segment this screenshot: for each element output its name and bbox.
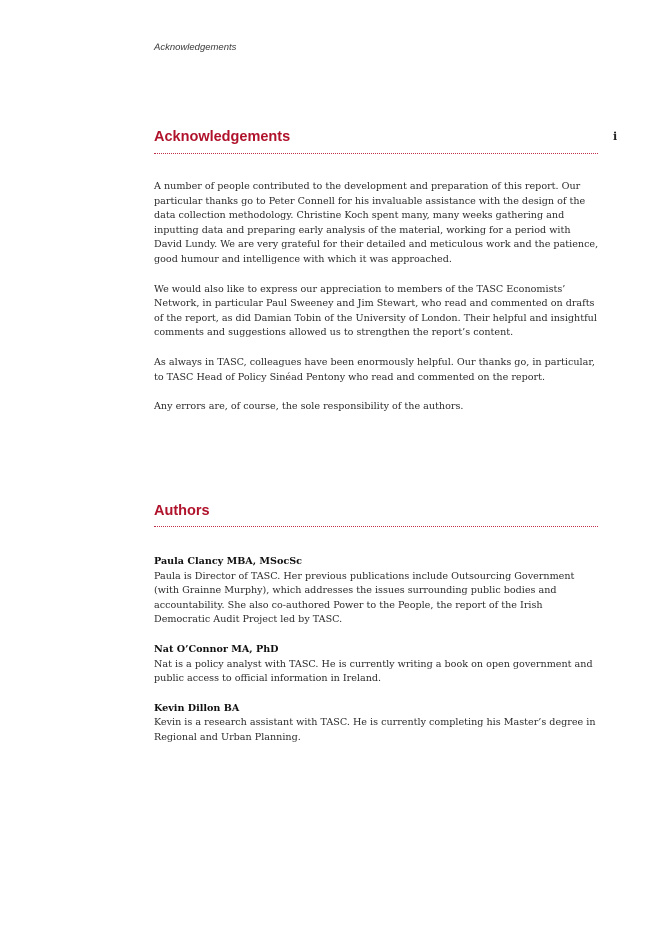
acknowledgements-paragraph: Any errors are, of course, the sole responsibility of the authors.: [154, 401, 464, 413]
section-divider: [154, 526, 598, 527]
author-entry: [154, 555, 600, 628]
page-number: i: [613, 130, 618, 143]
running-header: Acknowledgements: [154, 42, 237, 53]
author-name: Kevin Dillon BA: [154, 702, 240, 714]
acknowledgements-heading: Acknowledgements: [154, 129, 291, 145]
author-bio: Paula is Director of TASC. Her previous publications include Outsourcing Government (with Grainne Murphy), which addresses the issues surrounding public bodies and accountability. She also co-authored Power to the People, the report of the Irish Democratic Audit Project led by TASC.: [154, 570, 575, 626]
author-name: Nat O’Connor MA, PhD: [154, 643, 279, 655]
acknowledgements-paragraph: As always in TASC, colleagues have been enormously helpful. Our thanks go, in particular, to TASC Head of Policy Sinéad Pentony who read and commented on the report.: [154, 356, 595, 383]
acknowledgements-paragraph: A number of people contributed to the development and preparation of this report. Our particular thanks go to Peter Connell for his invaluable assistance with the design of the data collection methodology. Christine Koch spent many, many weeks gathering and inputting data and preparing early analysis of the material, working for a period with David Lundy. We are very grateful for their detailed and meticulous work and the patience, good humour and intelligence with which it was approached.: [154, 181, 599, 265]
author-bio: Kevin is a research assistant with TASC. He is currently completing his Master’s degree in Regional and Urban Planning.: [154, 717, 596, 743]
author-bio: Nat is a policy analyst with TASC. He is currently writing a book on open government and public access to official information in Ireland.: [154, 658, 593, 685]
authors-heading: Authors: [154, 503, 210, 519]
section-divider: [154, 153, 598, 154]
authors-list: [154, 555, 600, 761]
acknowledgements-paragraph: We would also like to express our appreciation to members of the TASC Economists’ Network, in particular Paul Sweeney and Jim Stewart, who read and commented on drafts of the report, as did Damian Tobin of the University of London. Their helpful and insightful comments and suggestions allowed us to strengthen the report’s content.: [154, 283, 597, 339]
acknowledgements-body: [154, 180, 600, 430]
author-entry: [154, 643, 600, 687]
author-name: Paula Clancy MBA, MSocSc: [154, 556, 302, 567]
author-entry: [154, 702, 600, 746]
